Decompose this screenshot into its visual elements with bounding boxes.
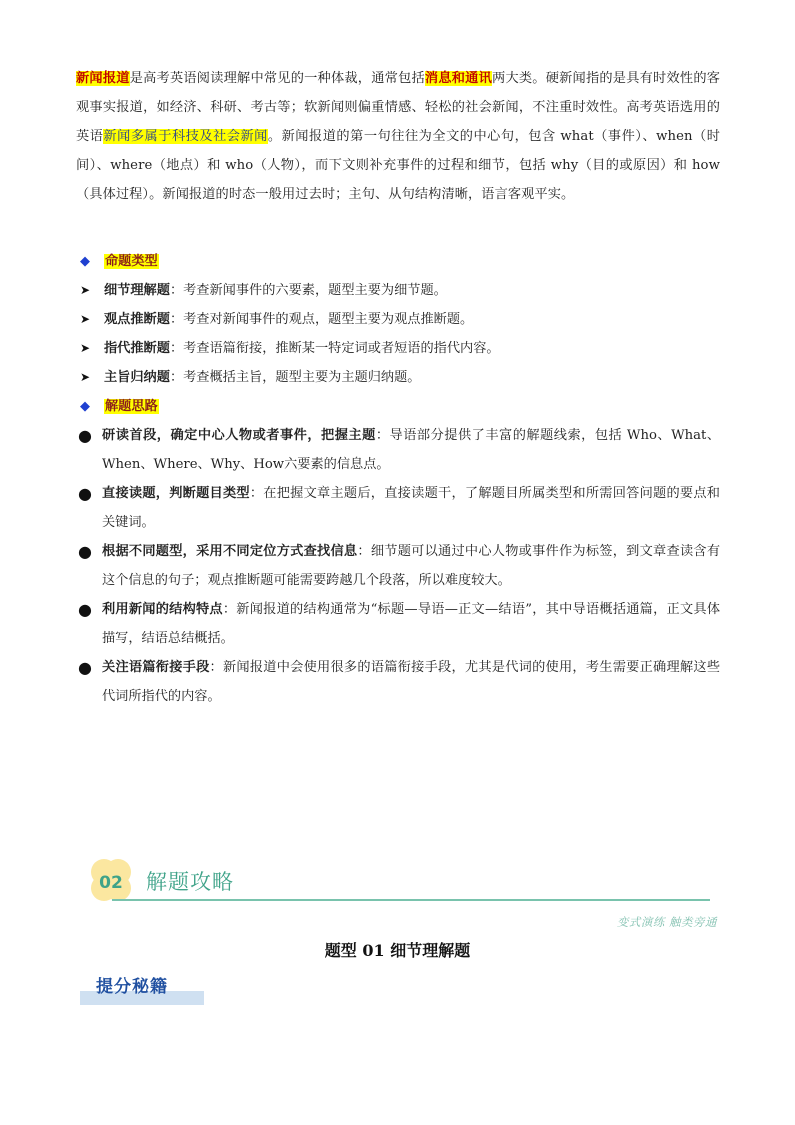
- section-divider: [112, 899, 710, 901]
- dot-bullet-icon: ●: [78, 484, 92, 503]
- list-item: [76, 421, 720, 479]
- arrow-bullet-icon: ➤: [79, 283, 91, 297]
- solving-ideas-heading: 解题思路: [105, 399, 158, 414]
- item-text: ：新闻报道中会使用很多的语篇衔接手段，尤其是代词的使用，考生需要正确理解这些代词所指代的内容。: [102, 660, 721, 704]
- item-label: 主旨归纳题: [104, 370, 170, 385]
- solving-ideas-heading-row: [76, 392, 720, 421]
- dot-bullet-icon: ●: [78, 426, 92, 445]
- diamond-bullet-icon: ◆: [80, 399, 90, 414]
- section-title: 解题攻略: [146, 870, 234, 894]
- dot-bullet-icon: ●: [78, 600, 92, 619]
- highlight-news-types: 消息和通讯: [424, 71, 493, 86]
- item-label: 关注语篇衔接手段: [102, 660, 210, 675]
- item-text: ：新闻报道的结构通常为“标题—导语—正文—结语”，其中导语概括通篇，正文具体描写，结语总结概括。: [102, 602, 721, 646]
- question-types-heading-row: [76, 247, 720, 276]
- list-item: [76, 653, 720, 711]
- dot-bullet-icon: ●: [78, 658, 92, 677]
- intro-text-2: 两大类。硬新闻指的是具有时效性的客观事实报道，如经济、科研、考古等；软新闻则偏重情感、轻松的社会新闻，不注重时效性。高考英语选用的英语: [76, 71, 721, 144]
- list-item: [76, 479, 720, 537]
- item-label: 根据不同题型，采用不同定位方式查找信息: [102, 544, 358, 559]
- arrow-bullet-icon: ➤: [79, 370, 91, 384]
- item-label: 细节理解题: [104, 283, 170, 298]
- question-type-title: 题型 01 细节理解题: [324, 941, 471, 960]
- highlight-news-report: 新闻报道: [76, 71, 130, 86]
- list-item: [76, 334, 720, 363]
- list-item: [76, 276, 720, 305]
- list-item: [76, 305, 720, 334]
- section-number: 02: [99, 873, 123, 893]
- item-text: ：导语部分提供了丰富的解题线索，包括 Who、What、When、Where、Why、How六要素的信息点。: [102, 428, 721, 472]
- intro-text-3: 。新闻报道的第一句往往为全文的中心句，包含 what（事件）、when（时间）、where（地点）和 who（人物），而下文则补充事件的过程和细节，包括 why（目的或原因）和 how（具体过程）。新闻报道的时态一般用过去时；主句、从句结构清晰，语言客观平实。: [76, 129, 721, 202]
- arrow-bullet-icon: ➤: [79, 341, 91, 355]
- item-text: ：在把握文章主题后，直接读题干，了解题目所属类型和所需回答问题的要点和关键词。: [102, 486, 720, 530]
- tips-heading: 提分秘籍: [96, 977, 168, 997]
- highlight-news-topics: 新闻多属于科技及社会新闻: [103, 129, 268, 144]
- list-item: [76, 363, 720, 392]
- diamond-bullet-icon: ◆: [80, 254, 90, 269]
- item-text: ：考查新闻事件的六要素，题型主要为细节题。: [169, 283, 447, 298]
- item-text: ：考查语篇衔接，推断某一特定词或者短语的指代内容。: [169, 341, 500, 356]
- list-item: [76, 595, 720, 653]
- dot-bullet-icon: ●: [78, 542, 92, 561]
- item-text: ：考查概括主旨，题型主要为主题归纳题。: [169, 370, 421, 385]
- question-types-section: [76, 247, 720, 711]
- item-label: 直接读题，判断题目类型: [102, 486, 250, 501]
- item-text: ：考查对新闻事件的观点，题型主要为观点推断题。: [169, 312, 474, 327]
- list-item: [76, 537, 720, 595]
- section-tagline: 变式演练 触类旁通: [616, 915, 717, 929]
- arrow-bullet-icon: ➤: [79, 312, 91, 326]
- item-label: 利用新闻的结构特点: [102, 602, 223, 617]
- intro-text-1: 是高考英语阅读理解中常见的一种体裁，通常包括: [129, 71, 425, 86]
- item-label: 指代推断题: [104, 341, 170, 356]
- item-text: ：细节题可以通过中心人物或事件作为标签，到文章查读含有这个信息的句子；观点推断题可能需要跨越几个段落，所以难度较大。: [102, 544, 721, 588]
- question-types-heading: 命题类型: [105, 254, 158, 269]
- intro-paragraph: [76, 64, 720, 209]
- item-label: 观点推断题: [104, 312, 170, 327]
- item-label: 研读首段，确定中心人物或者事件，把握主题: [102, 428, 376, 443]
